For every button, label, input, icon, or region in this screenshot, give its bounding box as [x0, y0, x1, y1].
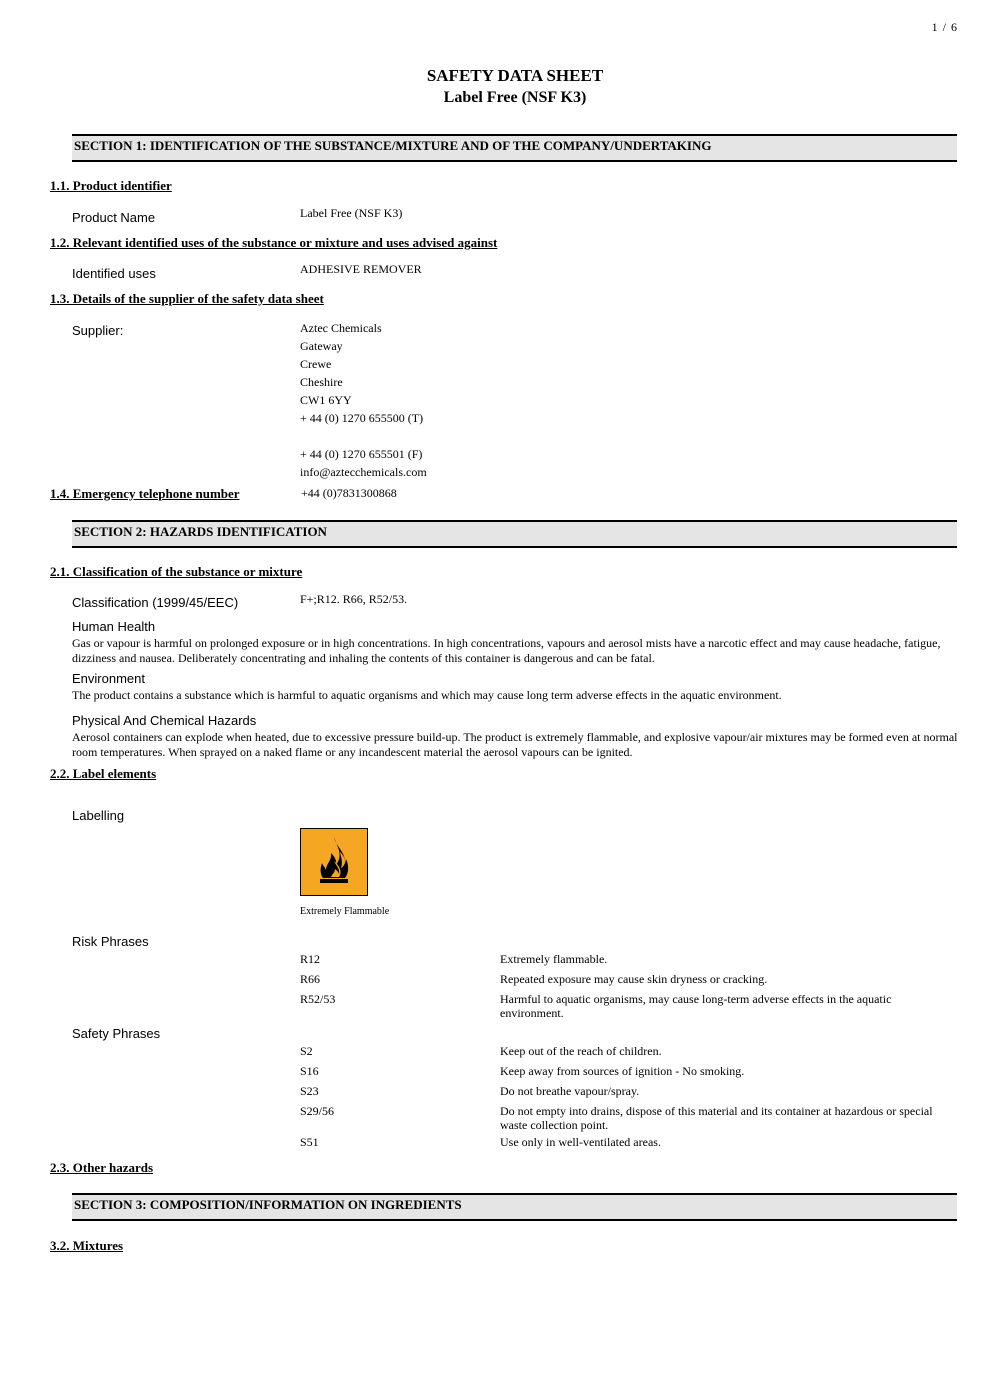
section-2-heading: SECTION 2: HAZARDS IDENTIFICATION [74, 524, 327, 539]
supplier-line: Aztec Chemicals [300, 321, 382, 335]
risk-code: R66 [300, 972, 321, 986]
supplier-line: Cheshire [300, 375, 343, 389]
safety-code: S23 [300, 1084, 319, 1098]
subsection-1-4: 1.4. Emergency telephone number [50, 486, 240, 501]
subsection-1-3: 1.3. Details of the supplier of the safety data sheet [50, 291, 324, 306]
classification-value: F+;R12. R66, R52/53. [300, 592, 408, 606]
supplier-line: Gateway [300, 339, 343, 353]
page-number: 1 / 6 [931, 20, 958, 34]
safety-code: S51 [300, 1135, 319, 1149]
physchem-text: Aerosol containers can explode when heated, due to excessive pressure build-up. The product is extremely flammable, and explosive vapour/air mixtures may be formed even at normal room temperatures. When sprayed on a naked flame or any incandescent material the aerosol vapours can be ignited. [72, 730, 958, 759]
safety-code: S16 [300, 1064, 319, 1078]
supplier-email: info@aztecchemicals.com [300, 465, 427, 479]
human-health-text: Gas or vapour is harmful on prolonged exposure or in high concentrations. In high concentrations, vapours and aerosol mists have a narcotic effect and may cause headache, fatigue, dizziness and nausea. Deliberately concentrating and inhaling the contents of this container is dangerous and can be fatal. [72, 636, 941, 665]
physchem-label: Physical And Chemical Hazards [72, 713, 257, 728]
safety-code: S2 [300, 1044, 313, 1058]
supplier-line: CW1 6YY [300, 393, 352, 407]
section-3-bar [72, 1193, 957, 1221]
supplier-fax: + 44 (0) 1270 655501 (F) [300, 447, 423, 461]
section-1-heading: SECTION 1: IDENTIFICATION OF THE SUBSTANCE/MIXTURE AND OF THE COMPANY/UNDERTAKING [74, 138, 712, 153]
classification-label: Classification (1999/45/EEC) [72, 595, 239, 610]
section-2-bar [72, 520, 957, 548]
subsection-1-2: 1.2. Relevant identified uses of the substance or mixture and uses advised against [50, 235, 498, 250]
identified-uses-value: ADHESIVE REMOVER [300, 262, 422, 276]
safety-text: Keep away from sources of ignition - No smoking. [500, 1064, 745, 1078]
risk-code: R52/53 [300, 992, 336, 1006]
risk-text: Harmful to aquatic organisms, may cause long-term adverse effects in the aquatic environment. [500, 992, 892, 1020]
subsection-2-2: 2.2. Label elements [50, 766, 157, 781]
risk-phrases-label: Risk Phrases [72, 934, 149, 949]
section-3-heading: SECTION 3: COMPOSITION/INFORMATION ON INGREDIENTS [74, 1197, 462, 1212]
document-title: SAFETY DATA SHEET [426, 66, 604, 85]
safety-text: Use only in well-ventilated areas. [500, 1135, 661, 1149]
subsection-2-3: 2.3. Other hazards [50, 1160, 154, 1175]
product-subtitle: Label Free (NSF K3) [443, 89, 587, 106]
subsection-3-2: 3.2. Mixtures [50, 1238, 124, 1253]
safety-code: S29/56 [300, 1104, 335, 1118]
supplier-address [300, 319, 427, 481]
environment-text: The product contains a substance which is harmful to aquatic organisms and which may cause long term adverse effects in the aquatic environment. [72, 688, 782, 702]
safety-phrases-label: Safety Phrases [72, 1026, 161, 1041]
section-1-bar [72, 134, 957, 162]
environment-label: Environment [72, 671, 145, 686]
safety-text: Do not empty into drains, dispose of this material and its container at hazardous or special waste collection point. [500, 1104, 933, 1132]
labelling-label: Labelling [72, 808, 125, 823]
subsection-1-1: 1.1. Product identifier [50, 178, 172, 193]
flame-icon [300, 828, 368, 896]
emergency-phone-value: +44 (0)7831300868 [301, 486, 397, 500]
identified-uses-label: Identified uses [72, 266, 156, 281]
risk-text: Extremely flammable. [500, 952, 608, 966]
risk-code: R12 [300, 952, 321, 966]
safety-text: Do not breathe vapour/spray. [500, 1084, 640, 1098]
safety-text: Keep out of the reach of children. [500, 1044, 662, 1058]
supplier-label: Supplier: [72, 323, 124, 338]
risk-text: Repeated exposure may cause skin dryness or cracking. [500, 972, 768, 986]
product-name-label: Product Name [72, 210, 156, 225]
product-name-value: Label Free (NSF K3) [300, 206, 403, 220]
supplier-blank-line [300, 427, 427, 445]
pictogram-caption: Extremely Flammable [300, 906, 390, 917]
supplier-phone: + 44 (0) 1270 655500 (T) [300, 411, 424, 425]
supplier-line: Crewe [300, 357, 332, 371]
human-health-label: Human Health [72, 619, 156, 634]
subsection-2-1: 2.1. Classification of the substance or mixture [50, 564, 303, 579]
